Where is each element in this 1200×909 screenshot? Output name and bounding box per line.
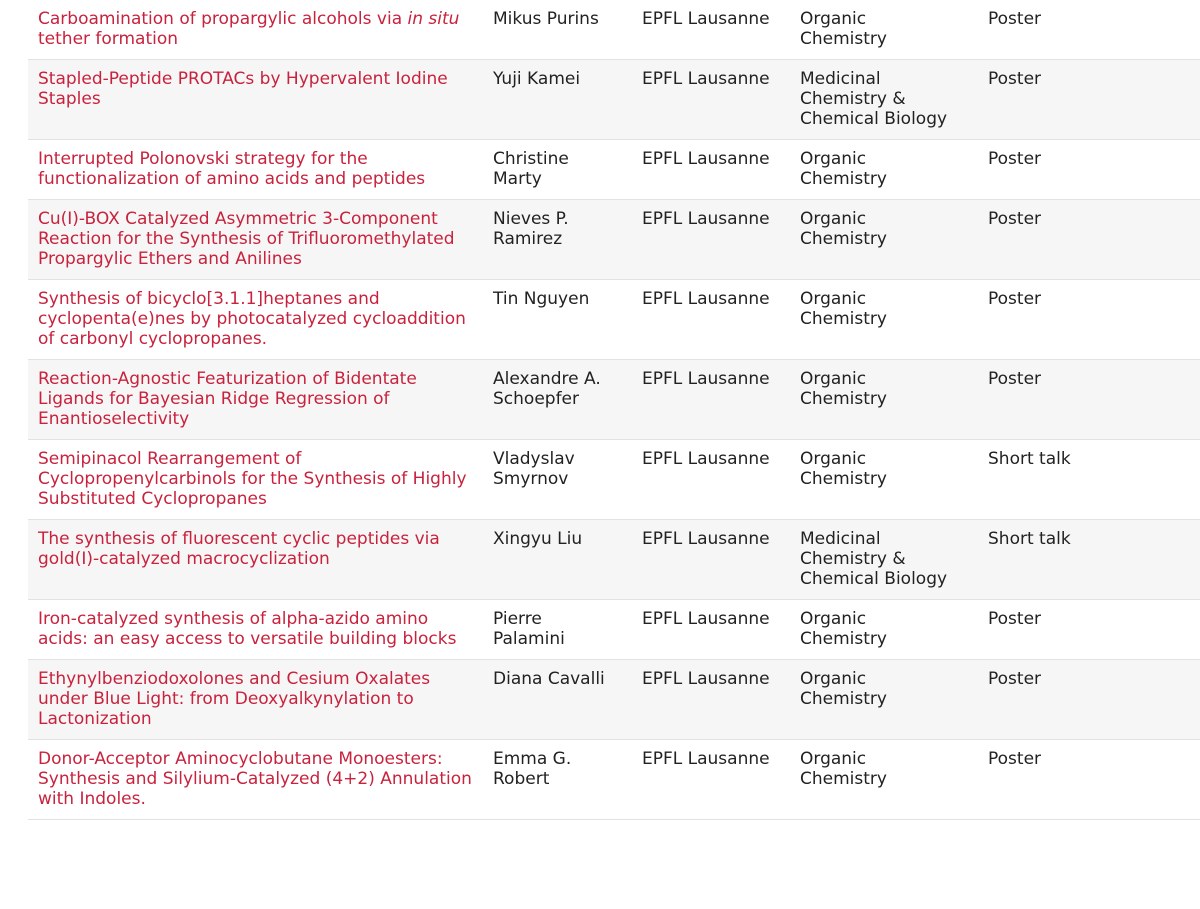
- author-cell: Pierre Palamini: [493, 609, 565, 649]
- field-cell: Organic Chemistry: [800, 149, 887, 189]
- table-row: [28, 600, 1200, 660]
- title-link[interactable]: The synthesis of fluorescent cyclic peptides via gold(I)-catalyzed macrocyclization: [38, 529, 440, 569]
- title-cell: [28, 600, 485, 660]
- abstracts-table: [28, 0, 1200, 820]
- title-cell: [28, 280, 485, 360]
- title-link[interactable]: Stapled-Peptide PROTACs by Hypervalent Iodine Staples: [38, 69, 448, 109]
- title-link[interactable]: Carboamination of propargylic alcohols via in situ tether formation: [38, 9, 460, 49]
- title-link[interactable]: Synthesis of bicyclo[3.1.1]heptanes and cyclopenta(e)nes by photocatalyzed cycloaddition of carbonyl cyclopropanes.: [38, 289, 466, 349]
- type-cell: Short talk: [988, 529, 1071, 549]
- title-cell: [28, 740, 485, 820]
- table-row: [28, 360, 1200, 440]
- title-link[interactable]: Semipinacol Rearrangement of Cyclopropenylcarbinols for the Synthesis of Highly Substituted Cyclopropanes: [38, 449, 467, 509]
- field-cell: Organic Chemistry: [800, 369, 887, 409]
- institution-cell: EPFL Lausanne: [642, 449, 770, 469]
- table-row: [28, 440, 1200, 520]
- title-link[interactable]: Ethynylbenziodoxolones and Cesium Oxalates under Blue Light: from Deoxyalkynylation to Lactonization: [38, 669, 431, 729]
- field-cell: Organic Chemistry: [800, 449, 887, 489]
- type-cell: Poster: [988, 749, 1042, 769]
- title-link[interactable]: Interrupted Polonovski strategy for the functionalization of amino acids and peptides: [38, 149, 426, 189]
- type-cell: Poster: [988, 209, 1042, 229]
- author-cell: Vladyslav Smyrnov: [493, 449, 575, 489]
- field-cell: Organic Chemistry: [800, 289, 887, 329]
- title-link[interactable]: Iron-catalyzed synthesis of alpha-azido amino acids: an easy access to versatile building blocks: [38, 609, 457, 649]
- title-cell: [28, 140, 485, 200]
- institution-cell: EPFL Lausanne: [642, 9, 770, 29]
- type-cell: Poster: [988, 369, 1042, 389]
- field-cell: Organic Chemistry: [800, 209, 887, 249]
- table-row: [28, 60, 1200, 140]
- field-cell: Medicinal Chemistry & Chemical Biology: [800, 529, 948, 589]
- field-cell: Organic Chemistry: [800, 669, 887, 709]
- title-cell: [28, 200, 485, 280]
- table-row: [28, 520, 1200, 600]
- institution-cell: EPFL Lausanne: [642, 209, 770, 229]
- institution-cell: EPFL Lausanne: [642, 369, 770, 389]
- author-cell: Tin Nguyen: [493, 289, 590, 309]
- institution-cell: EPFL Lausanne: [642, 289, 770, 309]
- author-cell: Christine Marty: [493, 149, 569, 189]
- institution-cell: EPFL Lausanne: [642, 609, 770, 629]
- title-cell: [28, 440, 485, 520]
- field-cell: Organic Chemistry: [800, 749, 887, 789]
- title-link[interactable]: Cu(I)-BOX Catalyzed Asymmetric 3-Component Reaction for the Synthesis of Trifluoromethylated Propargylic Ethers and Anilines: [38, 209, 455, 269]
- title-cell: [28, 660, 485, 740]
- title-cell: [28, 360, 485, 440]
- table-row: [28, 740, 1200, 820]
- type-cell: Poster: [988, 149, 1042, 169]
- type-cell: Poster: [988, 69, 1042, 89]
- institution-cell: EPFL Lausanne: [642, 69, 770, 89]
- institution-cell: EPFL Lausanne: [642, 749, 770, 769]
- table-row: [28, 660, 1200, 740]
- field-cell: Organic Chemistry: [800, 9, 887, 49]
- table-row: [28, 280, 1200, 360]
- type-cell: Short talk: [988, 449, 1071, 469]
- type-cell: Poster: [988, 609, 1042, 629]
- field-cell: Organic Chemistry: [800, 609, 887, 649]
- author-cell: Xingyu Liu: [493, 529, 583, 549]
- author-cell: Diana Cavalli: [493, 669, 605, 689]
- title-cell: [28, 0, 485, 60]
- table-row: [28, 140, 1200, 200]
- author-cell: Yuji Kamei: [493, 69, 581, 89]
- table-row: [28, 200, 1200, 280]
- table-row: [28, 0, 1200, 60]
- title-cell: [28, 60, 485, 140]
- field-cell: Medicinal Chemistry & Chemical Biology: [800, 69, 948, 129]
- title-link[interactable]: Donor-Acceptor Aminocyclobutane Monoesters: Synthesis and Silylium-Catalyzed (4+2) Annulation with Indoles.: [38, 749, 472, 809]
- type-cell: Poster: [988, 9, 1042, 29]
- author-cell: Emma G. Robert: [493, 749, 572, 789]
- author-cell: Alexandre A. Schoepfer: [493, 369, 601, 409]
- author-cell: Mikus Purins: [493, 9, 599, 29]
- type-cell: Poster: [988, 289, 1042, 309]
- title-cell: [28, 520, 485, 600]
- type-cell: Poster: [988, 669, 1042, 689]
- institution-cell: EPFL Lausanne: [642, 149, 770, 169]
- author-cell: Nieves P. Ramirez: [493, 209, 569, 249]
- institution-cell: EPFL Lausanne: [642, 529, 770, 549]
- institution-cell: EPFL Lausanne: [642, 669, 770, 689]
- title-link[interactable]: Reaction-Agnostic Featurization of Bidentate Ligands for Bayesian Ridge Regression of Enantioselectivity: [38, 369, 417, 429]
